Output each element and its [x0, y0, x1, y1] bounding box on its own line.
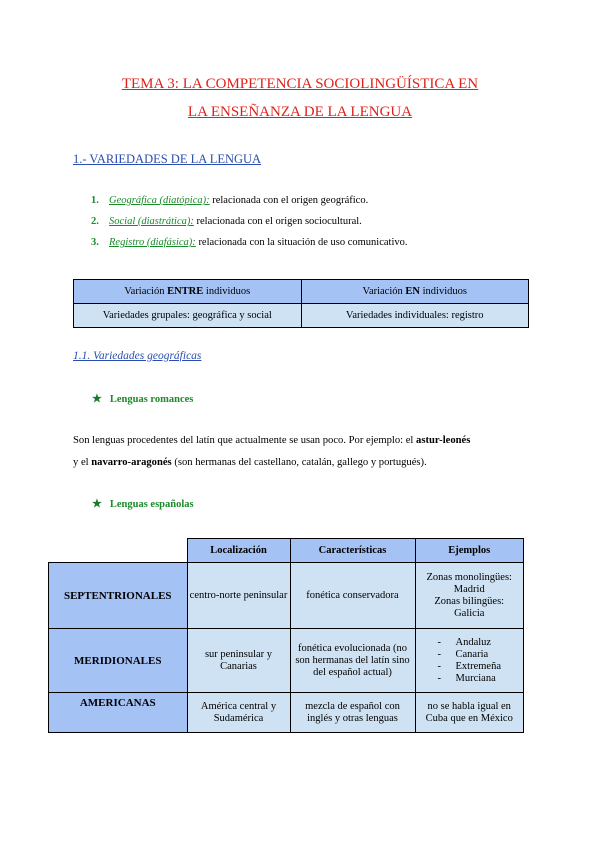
table-header-localizacion: Localización: [187, 539, 290, 563]
section-heading-variedades: 1.- VARIEDADES DE LA LENGUA: [73, 152, 262, 166]
table-cell-individuales: Variedades individuales: registro: [301, 304, 529, 328]
list-label: Geográfica (diatópica):: [109, 195, 210, 206]
table-row: [49, 629, 524, 693]
list-item-geografica: [91, 195, 368, 206]
list-text: relacionada con la situación de uso comunicativo.: [195, 237, 408, 248]
dash-list: - Andaluz - Canaria - Extremeña - Murciana: [437, 636, 501, 684]
table-lenguas-espanolas: [48, 538, 524, 733]
list-label: Social (diastrática):: [109, 216, 194, 227]
list-item-registro: [91, 237, 408, 248]
list-text: relacionada con el origen sociocultural.: [193, 216, 362, 227]
cell-localizacion: sur peninsular y Canarias: [187, 629, 290, 693]
star-icon: ★: [92, 393, 102, 405]
cell-ejemplos: [415, 629, 524, 693]
heading-lenguas-romances: ★ Lenguas romances: [92, 393, 194, 405]
row-label-septentrionales: SEPTENTRIONALES: [49, 563, 188, 629]
table-header-entre: Variación ENTRE individuos: [74, 280, 302, 304]
cell-caracteristicas: fonética conservadora: [290, 563, 415, 629]
table-variacion: [73, 279, 529, 328]
table-row: [49, 563, 524, 629]
list-number: 3.: [91, 237, 99, 248]
row-label-meridionales: MERIDIONALES: [49, 629, 188, 693]
table-header-ejemplos: Ejemplos: [415, 539, 524, 563]
page-title-line1: TEMA 3: LA COMPETENCIA SOCIOLINGÜÍSTICA EN: [121, 76, 479, 92]
heading-lenguas-espanolas: ★ Lenguas españolas: [92, 498, 194, 510]
table-cell-grupales: Variedades grupales: geográfica y social: [74, 304, 302, 328]
cell-ejemplos: Zonas monolingües: Madrid Zonas bilingües: Galicia: [415, 563, 524, 629]
table-row: [49, 693, 524, 733]
table-header-caracteristicas: Características: [290, 539, 415, 563]
cell-localizacion: América central y Sudamérica: [187, 693, 290, 733]
list-item-social: [91, 216, 362, 227]
list-number: 2.: [91, 216, 99, 227]
paragraph-lenguas-romances: Son lenguas procedentes del latín que actualmente se usan poco. Por ejemplo: el astur-leonés y el navarro-aragonés (son hermanas del castellano, catalán, gallego y portugués).: [73, 435, 471, 468]
table-corner: [49, 539, 188, 563]
list-text: relacionada con el origen geográfico.: [209, 195, 369, 206]
table-header-en: Variación EN individuos: [301, 280, 529, 304]
row-label-americanas: AMERICANAS: [49, 693, 188, 733]
cell-caracteristicas: fonética evolucionada (no son hermanas del latín sino del español actual): [290, 629, 415, 693]
page-title-line2: LA ENSEÑANZA DE LA LENGUA: [187, 104, 413, 120]
list-label: Registro (diafásica):: [109, 237, 196, 248]
star-icon: ★: [92, 498, 102, 510]
cell-ejemplos: no se habla igual en Cuba que en México: [415, 693, 524, 733]
list-number: 1.: [91, 195, 99, 206]
cell-localizacion: centro-norte peninsular: [187, 563, 290, 629]
subsection-heading-geograficas: 1.1. Variedades geográficas: [73, 350, 202, 362]
cell-caracteristicas: mezcla de español con inglés y otras lenguas: [290, 693, 415, 733]
